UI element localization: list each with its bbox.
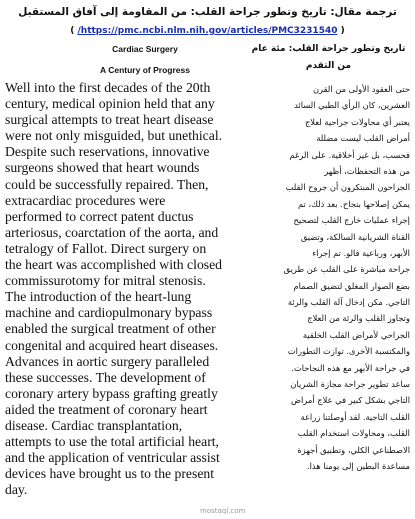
arabic-text-line: جراحة مباشرة على القلب عن طريق bbox=[283, 264, 410, 275]
arabic-text-line: الجراحي لأمراض القلب الخلقية bbox=[302, 329, 410, 340]
english-text-line: The introduction of the heart-lung bbox=[5, 289, 192, 305]
arabic-text-line: الأبهر، ورباعية فالو. تم إجراء bbox=[312, 247, 410, 258]
arabic-text-line: القلب التاجية. لقد أوصلتنا زراعة bbox=[300, 411, 410, 422]
english-text-line: devices have brought us to the present bbox=[5, 466, 215, 482]
english-text-line: the heart was accomplished with closed bbox=[5, 257, 223, 273]
arabic-subheading: من التقدم bbox=[305, 61, 352, 71]
arabic-text-line: يعتبر أي محاولات جراحية لعلاج bbox=[304, 116, 410, 127]
arabic-text-line: الجراحون المبتكرون أن جروح القلب bbox=[285, 182, 410, 193]
english-heading: Cardiac Surgery bbox=[112, 44, 178, 54]
english-text-line: tetralogy of Fallot. Direct surgery on bbox=[5, 240, 207, 256]
arabic-text-line: العشرين، كان الرأي الطبي السائد bbox=[294, 100, 410, 111]
english-text-line: coronary artery bypass grafting greatly bbox=[5, 385, 218, 401]
english-text-line: commissurotomy for mitral stenosis. bbox=[5, 273, 206, 289]
english-text-line: machine and cardiopulmonary bypass bbox=[5, 305, 213, 321]
arabic-text-line: التاجي. مكن إدخال آلة القلب والرئة bbox=[287, 297, 410, 308]
english-text-line: extracardiac procedures were bbox=[5, 192, 166, 208]
arabic-text-line: مساعدة البطين إلى يومنا هذا. bbox=[306, 460, 410, 471]
english-subheading: A Century of Progress bbox=[100, 65, 190, 75]
watermark: mostaql.com bbox=[200, 507, 246, 515]
arabic-text-line: ساعد تطوير جراحة مجازة الشريان bbox=[290, 379, 410, 390]
arabic-text-line: يمكن إصلاحها بنجاح. بعد ذلك، تم bbox=[297, 198, 410, 209]
arabic-text-line: فحسب، بل غير أخلاقية. على الرغم bbox=[289, 149, 410, 160]
english-text-line: congenital and acquired heart diseases. bbox=[5, 337, 219, 353]
arabic-text-line: التاجي بشكل كبير في علاج أمراض bbox=[290, 395, 410, 406]
arabic-text-line: وتجاوز القلب والرئة من العلاج bbox=[307, 313, 410, 324]
english-text-line: century, medical opinion held that any bbox=[5, 96, 215, 112]
english-text-line: performed to correct patent ductus bbox=[5, 208, 194, 224]
english-text-line: attempts to use the total artificial heart, bbox=[5, 434, 219, 450]
arabic-heading: تاريخ وتطور جراحة القلب: مئة عام bbox=[251, 44, 406, 54]
english-text-line: surgical attempts to treat heart disease bbox=[5, 112, 214, 128]
english-text-line: these successes. The development of bbox=[5, 369, 206, 385]
english-text-line: were not only misguided, but unethical. bbox=[5, 128, 223, 144]
page-title: ترجمة مقال: تاريخ وتطور جراحة القلب: من المقاومة إلى آفاق المستقبل bbox=[18, 6, 397, 18]
source-link-line bbox=[0, 26, 415, 36]
english-paragraph bbox=[5, 80, 245, 498]
arabic-text-line: القناة الشريانية السالكة، وتضيق bbox=[300, 231, 410, 242]
arabic-paragraph bbox=[247, 81, 410, 474]
english-text-line: day. bbox=[5, 482, 28, 498]
arabic-text-line: بضع الصوار المغلق لتضيق الصمام bbox=[293, 280, 410, 291]
arabic-text-line: الاصطناعي الكلي، وتطبيق أجهزة bbox=[297, 444, 410, 455]
english-text-line: aided the treatment of coronary heart bbox=[5, 401, 208, 417]
arabic-text-line: أمراض القلب ليست مضللة bbox=[316, 133, 410, 144]
arabic-text-line: في جراحة الأبهر مع هذه النجاحات. bbox=[291, 362, 410, 373]
arabic-text-line: والمكتسبة الأخرى. توازت التطورات bbox=[287, 346, 410, 357]
english-text-line: and the application of ventricular assist bbox=[5, 450, 220, 466]
source-url-link[interactable]: /https://pmc.ncbi.nlm.nih.gov/articles/PMC3231540 bbox=[77, 26, 338, 36]
arabic-text-line: حتى العقود الأولى من القرن bbox=[312, 84, 410, 94]
link-paren-open: ( bbox=[70, 26, 75, 36]
english-text-line: Well into the first decades of the 20th bbox=[5, 80, 211, 95]
english-text-line: enabled the surgical treatment of other bbox=[5, 321, 216, 337]
arabic-text-line: القلب، ومحاولات استخدام القلب bbox=[297, 428, 410, 439]
english-text-line: Despite such reservations, innovative bbox=[5, 144, 210, 160]
english-text-line: Advances in aortic surgery paralleled bbox=[5, 353, 210, 369]
arabic-text-line: إجراء عمليات خارج القلب لتصحيح bbox=[293, 215, 410, 226]
arabic-text-line: من هذه التحفظات، أظهر bbox=[324, 165, 410, 176]
english-text-line: could be successfully repaired. Then, bbox=[5, 176, 209, 192]
english-text-line: surgeons showed that heart wounds bbox=[5, 160, 200, 176]
link-paren-close: ) bbox=[340, 26, 345, 36]
english-text-line: disease. Cardiac transplantation, bbox=[5, 417, 183, 433]
english-text-line: arteriosus, coarctation of the aorta, and bbox=[5, 224, 219, 240]
